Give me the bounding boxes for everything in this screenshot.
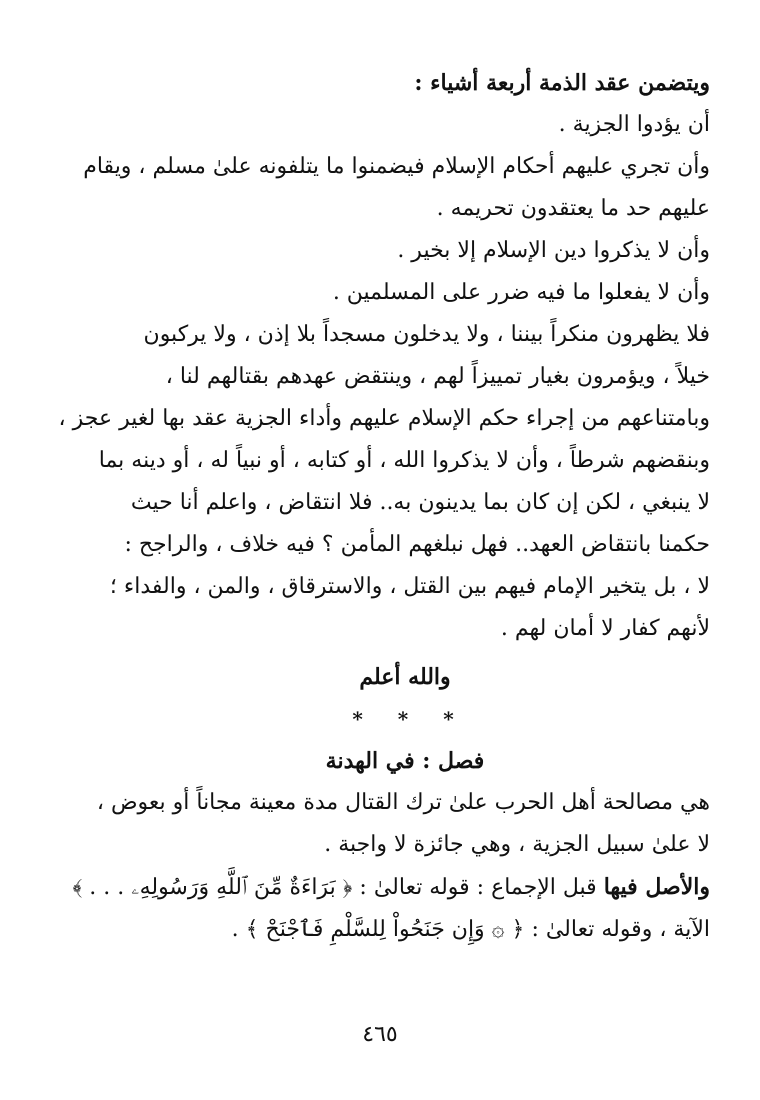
text-line: لا ينبغي ، لكن إن كان بما يدينون به.. فلا انتقاض ، واعلم أنا حيث: [130, 490, 710, 515]
evidence-verse-1: قبل الإجماع : قوله تعالىٰ : ﴿ بَرَاءَةٌ مِّنَ ٱللَّهِ وَرَسُولِهِۦ . . . ﴾: [72, 875, 604, 900]
dhimma-contract-heading: [100, 62, 710, 104]
text-line: وأن لا يذكروا دين الإسلام إلا بخير .: [397, 238, 710, 263]
condition-jizya: [100, 104, 710, 146]
text-line: هي مصالحة أهل الحرب علىٰ ترك القتال مدة معينة مجاناً أو بعوض ،: [96, 790, 710, 815]
star-ornament: *: [397, 707, 413, 731]
separator-stars: [100, 698, 710, 740]
condition-islamic-rulings: [83, 146, 710, 230]
closing-phrase: والله أعلم: [359, 664, 451, 690]
text-line: وبنقضهم شرطاً ، وأن لا يذكروا الله ، أو كتابه ، أو نبياً له ، أو دينه بما: [98, 448, 710, 473]
evidence-lead: والأصل فيها: [603, 874, 710, 900]
text-line: [72, 866, 710, 909]
star-ornament: *: [352, 707, 367, 731]
section-title: فصل : في الهدنة: [325, 748, 485, 774]
text-line: لا علىٰ سبيل الجزية ، وهي جائزة لا واجبة .: [324, 832, 710, 857]
text-line: فلا يظهرون منكراً بيننا ، ولا يدخلون مسجداً بلا إذن ، ولا يركبون: [143, 322, 710, 347]
star-ornament: *: [443, 707, 458, 731]
text-line: لا ، بل يتخير الإمام فيهم بين القتل ، والاسترقاق ، والمن ، والفداء ؛: [109, 574, 710, 599]
condition-no-slander: [100, 230, 710, 272]
text-line: لأنهم كفار لا أمان لهم .: [500, 616, 710, 641]
breach-paragraph: [58, 314, 710, 650]
text-line: أن يؤدوا الجزية .: [558, 112, 710, 137]
text-line: وأن لا يفعلوا ما فيه ضرر على المسلمين .: [332, 280, 710, 305]
text-line: عليهم حد ما يعتقدون تحريمه .: [436, 196, 710, 221]
truce-definition: [96, 782, 710, 866]
text-line: خيلاً ، ويؤمرون بغيار تمييزاً لهم ، وينتقض عهدهم بقتالهم لنا ،: [165, 364, 710, 389]
text-line: ويتضمن عقد الذمة أربعة أشياء :: [414, 70, 710, 96]
condition-no-harm: [100, 272, 710, 314]
text-line: الآية ، وقوله تعالىٰ : ﴿ ۞ وَإِن جَنَحُواْ لِلسَّلْمِ فَٱجْنَحْ ﴾ .: [231, 917, 710, 942]
text-line: حكمنا بانتقاض العهد.. فهل نبلغهم المأمن ؟ فيه خلاف ، والراجح :: [124, 532, 710, 557]
page-number: ٤٦٥: [362, 1022, 398, 1047]
truce-evidence: [72, 866, 710, 951]
text-line: وأن تجري عليهم أحكام الإسلام فيضمنوا ما يتلفونه علىٰ مسلم ، ويقام: [83, 154, 710, 179]
text-line: وبامتناعهم من إجراء حكم الإسلام عليهم وأداء الجزية عقد بها لغير عجز ،: [58, 406, 710, 431]
page-body: [58, 62, 710, 951]
